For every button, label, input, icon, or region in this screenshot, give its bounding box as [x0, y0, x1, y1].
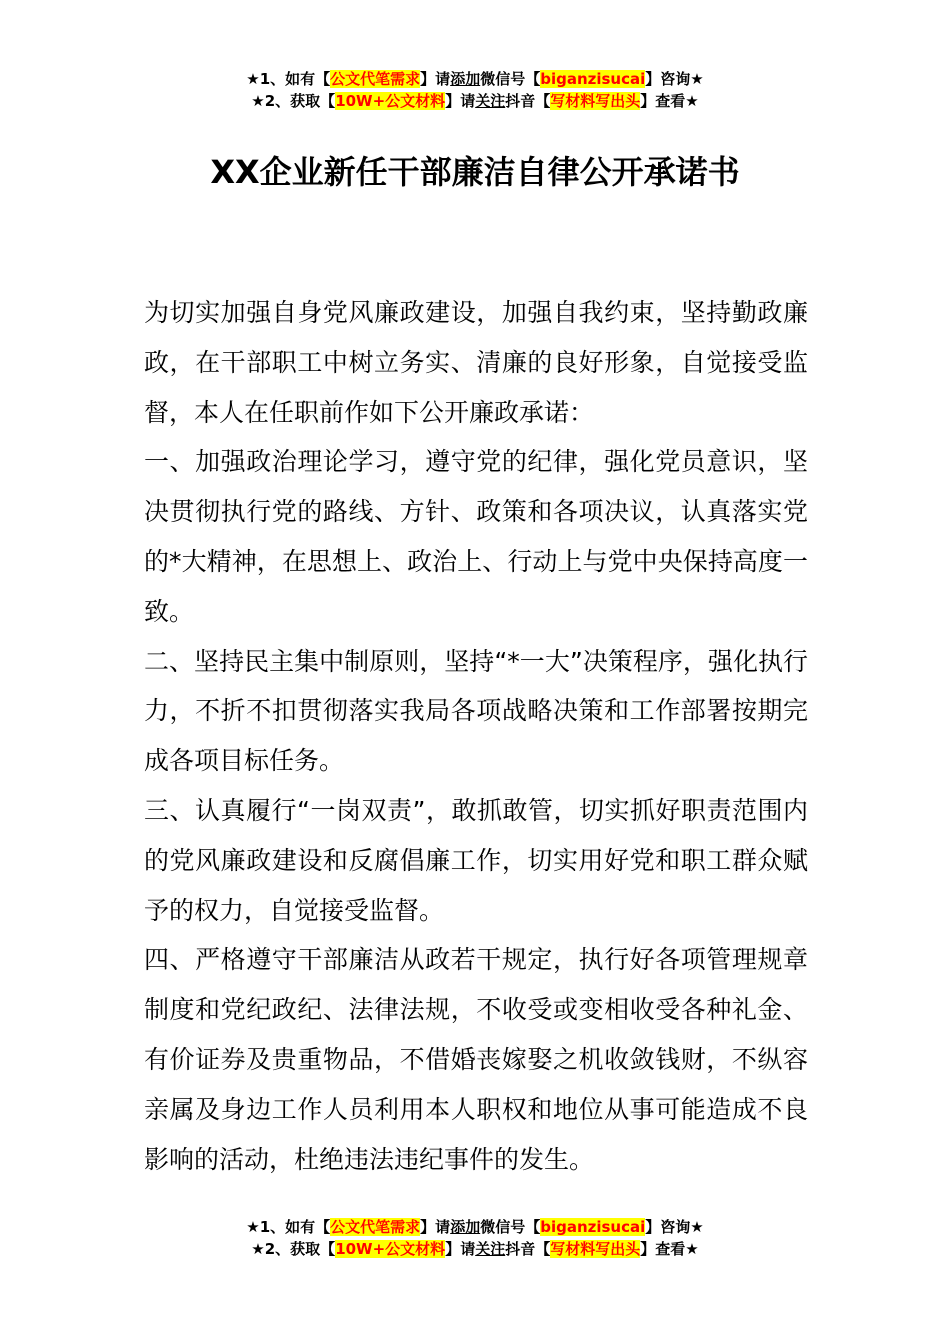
promo-line-2-mid1: 】请 — [445, 1240, 476, 1258]
promo-line-2-prefix: ★2、获取【 — [251, 92, 336, 110]
paragraph-item-2: 二、坚持民主集中制原则，坚持“*一大”决策程序，强化执行力，不折不扣贯彻落实我局各项战略决策和工作部署按期完成各项目标任务。 — [144, 646, 808, 776]
promo-footer-bottom — [0, 1216, 950, 1260]
promo-line-2-prefix: ★2、获取【 — [251, 1240, 336, 1258]
promo-douyin-account: 写材料写出头 — [550, 92, 641, 110]
paragraph-item-4: 四、严格遵守干部廉洁从政若干规定，执行好各项管理规章制度和党纪政纪、法律法规，不收受或变相收受各种礼金、有价证券及贵重物品，不借婚丧嫁娶之机收敛钱财，不纵容亲属及身边工作人员利用本人职权和地位从事可能造成不良影响的活动，杜绝违法违纪事件的发生。 — [144, 945, 808, 1174]
promo-line-2-mid2: 抖音【 — [505, 1240, 551, 1258]
promo-line-1-suffix: 】咨询★ — [645, 70, 704, 88]
document-body — [144, 288, 808, 1184]
promo-line-1-mid1: 】请 — [420, 1218, 451, 1236]
paragraph-item-1: 一、加强政治理论学习，遵守党的纪律，强化党员意识，坚决贯彻执行党的路线、方针、政策和各项决议，认真落实党的*大精神，在思想上、政治上、行动上与党中央保持高度一致。 — [144, 447, 808, 626]
promo-line-1 — [0, 68, 950, 90]
promo-service-highlight: 公文代笔需求 — [330, 1218, 421, 1236]
promo-add-emphasis: 添加 — [450, 70, 481, 88]
promo-line-1-prefix: ★1、如有【 — [246, 1218, 331, 1236]
promo-line-2-mid2: 抖音【 — [505, 92, 551, 110]
promo-service-highlight: 公文代笔需求 — [330, 70, 421, 88]
promo-line-1-mid1: 】请 — [420, 70, 451, 88]
promo-header-top — [0, 68, 950, 112]
promo-follow-emphasis: 关注 — [475, 1240, 506, 1258]
promo-line-2-suffix: 】查看★ — [640, 1240, 699, 1258]
promo-line-1-suffix: 】咨询★ — [645, 1218, 704, 1236]
paragraph-item-3: 三、认真履行“一岗双责”，敢抓敢管，切实抓好职责范围内的党风廉政建设和反腐倡廉工作，切实用好党和职工群众赋予的权力，自觉接受监督。 — [144, 795, 808, 925]
promo-douyin-account: 写材料写出头 — [550, 1240, 641, 1258]
promo-follow-emphasis: 关注 — [475, 92, 506, 110]
promo-line-2-mid1: 】请 — [445, 92, 476, 110]
promo-line-1 — [0, 1216, 950, 1238]
promo-line-1-mid2: 微信号【 — [480, 1218, 541, 1236]
paragraph-intro: 为切实加强自身党风廉政建设，加强自我约束，坚持勤政廉政，在干部职工中树立务实、清廉的良好形象，自觉接受监督，本人在任职前作如下公开廉政承诺： — [144, 298, 808, 427]
promo-line-1-prefix: ★1、如有【 — [246, 70, 331, 88]
promo-line-1-mid2: 微信号【 — [480, 70, 541, 88]
promo-material-highlight: 10W+公文材料 — [335, 1240, 446, 1258]
promo-wechat-id: biganzisucai — [540, 1218, 646, 1236]
promo-wechat-id: biganzisucai — [540, 70, 646, 88]
promo-line-2 — [0, 1238, 950, 1260]
document-title: XX企业新任干部廉洁自律公开承诺书 — [210, 153, 740, 191]
promo-line-2-suffix: 】查看★ — [640, 92, 699, 110]
promo-line-2 — [0, 90, 950, 112]
promo-add-emphasis: 添加 — [450, 1218, 481, 1236]
promo-material-highlight: 10W+公文材料 — [335, 92, 446, 110]
